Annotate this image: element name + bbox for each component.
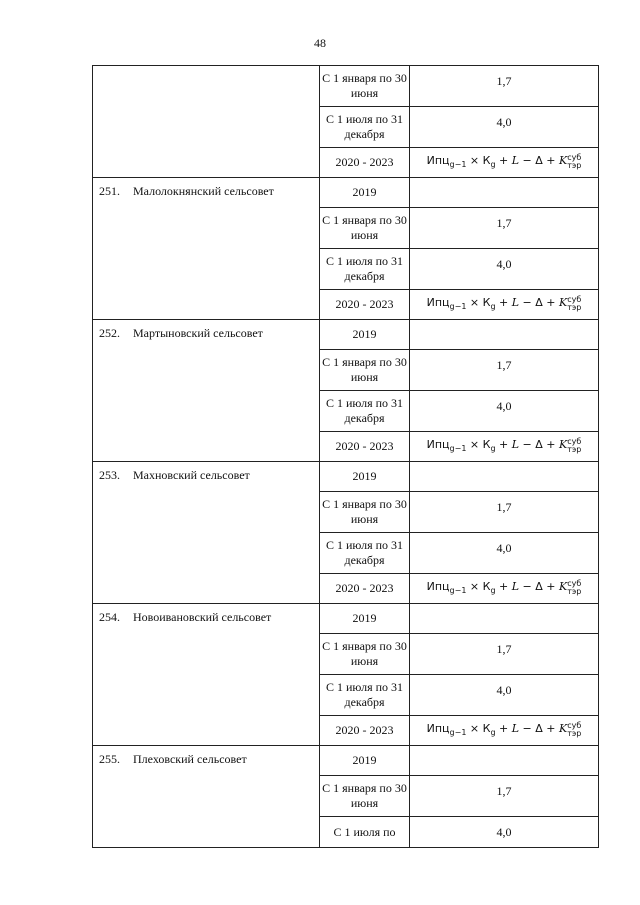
value-cell — [410, 574, 599, 604]
formula — [426, 153, 582, 170]
page-number: 48 — [314, 36, 326, 50]
period-cell: С 1 июля по 31 декабря — [320, 391, 410, 432]
formula-part: Ипц — [426, 296, 450, 309]
table-row — [93, 746, 599, 776]
value-cell — [410, 533, 599, 574]
entity-name: Плеховский сельсовет — [133, 752, 247, 766]
formula-part: К — [482, 438, 491, 451]
entity-name: Малолокнянский сельсовет — [133, 184, 274, 198]
value-text: 1,7 — [496, 784, 512, 798]
entity-cell — [93, 604, 320, 746]
formula-part: L — [511, 296, 520, 309]
formula — [426, 579, 582, 596]
formula-part: × — [469, 296, 480, 309]
formula-superscript-subscript — [567, 154, 581, 170]
formula-part: × — [469, 580, 480, 593]
formula — [426, 437, 582, 454]
formula-part: K — [559, 438, 568, 451]
formula-part: + — [546, 722, 556, 735]
formula-part: L — [511, 154, 520, 167]
value-cell — [410, 716, 599, 746]
entity-number: 252. — [99, 326, 120, 340]
period-cell: С 1 июля по 31 декабря — [320, 533, 410, 574]
formula-part: K — [559, 580, 568, 593]
period-cell: С 1 июля по 31 декабря — [320, 107, 410, 148]
value-cell — [410, 320, 599, 350]
value-cell — [410, 249, 599, 290]
table-row — [93, 604, 599, 634]
period-cell: С 1 января по 30 июня — [320, 776, 410, 817]
table-row — [93, 178, 599, 208]
formula-part: − — [522, 296, 532, 309]
formula-part: K — [559, 154, 568, 167]
formula-sub: тэр — [567, 587, 582, 596]
value-cell — [410, 432, 599, 462]
value-cell — [410, 634, 599, 675]
formula-part: × — [469, 722, 480, 735]
entity-name: Махновский сельсовет — [133, 468, 250, 482]
value-cell — [410, 746, 599, 776]
entity-number: 254. — [99, 610, 120, 624]
tariff-table-body — [93, 66, 599, 848]
value-cell — [410, 391, 599, 432]
formula-part: + — [546, 580, 556, 593]
value-cell — [410, 675, 599, 716]
formula-part: K — [559, 296, 568, 309]
value-text: 4,0 — [496, 399, 512, 413]
table-row — [93, 66, 599, 107]
value-text: 4,0 — [496, 825, 512, 839]
formula-sub: тэр — [567, 303, 582, 312]
entity-number: 251. — [99, 184, 120, 198]
formula-superscript-subscript — [567, 438, 581, 454]
formula-sup: суб — [567, 295, 582, 304]
period-cell: С 1 января по 30 июня — [320, 492, 410, 533]
formula-part: Δ — [535, 296, 543, 309]
formula-part: Δ — [535, 580, 543, 593]
period-cell: 2019 — [320, 320, 410, 350]
formula-part: Δ — [535, 722, 543, 735]
formula-part: + — [499, 154, 509, 167]
value-text: 1,7 — [496, 500, 512, 514]
formula-part: Ипц — [426, 154, 450, 167]
formula-sub: тэр — [567, 445, 582, 454]
value-cell — [410, 148, 599, 178]
entity-cell — [93, 320, 320, 462]
formula-part: g−1 — [449, 160, 467, 169]
formula-part: × — [469, 438, 480, 451]
formula-part: − — [522, 580, 532, 593]
value-text: 1,7 — [496, 216, 512, 230]
period-cell: С 1 июля по 31 декабря — [320, 675, 410, 716]
period-cell: С 1 июля по — [320, 817, 410, 848]
formula-sup: суб — [567, 153, 582, 162]
period-cell: 2019 — [320, 178, 410, 208]
value-text: 1,7 — [496, 358, 512, 372]
formula-part: − — [522, 154, 532, 167]
formula-part: Δ — [535, 438, 543, 451]
formula-part: Ипц — [426, 722, 450, 735]
formula-part: + — [499, 438, 509, 451]
period-cell: 2019 — [320, 462, 410, 492]
formula-part: g — [490, 444, 496, 453]
formula-part: − — [522, 722, 532, 735]
value-cell — [410, 66, 599, 107]
formula-part: × — [469, 154, 480, 167]
value-text: 1,7 — [496, 74, 512, 88]
formula — [426, 295, 582, 312]
period-cell: 2019 — [320, 604, 410, 634]
period-cell: С 1 июля по 31 декабря — [320, 249, 410, 290]
value-cell — [410, 604, 599, 634]
value-cell — [410, 776, 599, 817]
value-cell — [410, 492, 599, 533]
tariff-table — [92, 65, 599, 848]
value-text: 4,0 — [496, 257, 512, 271]
formula-part: К — [482, 580, 491, 593]
formula-part: g — [490, 728, 496, 737]
value-text: 4,0 — [496, 683, 512, 697]
entity-cell — [93, 178, 320, 320]
period-cell: С 1 января по 30 июня — [320, 350, 410, 391]
entity-name: Новоивановский сельсовет — [133, 610, 272, 624]
formula-part: К — [482, 722, 491, 735]
value-cell — [410, 290, 599, 320]
formula-sup: суб — [567, 437, 582, 446]
formula-part: g−1 — [449, 302, 467, 311]
formula-part: g — [490, 586, 496, 595]
formula-part: g−1 — [449, 444, 467, 453]
entity-cell — [93, 746, 320, 848]
value-text: 4,0 — [496, 115, 512, 129]
formula-superscript-subscript — [567, 580, 581, 596]
value-cell — [410, 817, 599, 848]
period-cell: С 1 января по 30 июня — [320, 634, 410, 675]
value-cell — [410, 350, 599, 391]
formula-part: Ипц — [426, 438, 450, 451]
period-cell: 2020 - 2023 — [320, 716, 410, 746]
period-cell: 2020 - 2023 — [320, 148, 410, 178]
formula-part: + — [546, 438, 556, 451]
formula-sup: суб — [567, 579, 582, 588]
formula-part: L — [511, 722, 520, 735]
entity-name: Мартыновский сельсовет — [133, 326, 263, 340]
value-cell — [410, 462, 599, 492]
formula-sub: тэр — [567, 161, 582, 170]
value-text: 4,0 — [496, 541, 512, 555]
entity-number: 253. — [99, 468, 120, 482]
value-text: 1,7 — [496, 642, 512, 656]
entity-cell — [93, 66, 320, 178]
formula-part: Ипц — [426, 580, 450, 593]
formula-part: g−1 — [449, 728, 467, 737]
formula-part: К — [482, 154, 491, 167]
formula-part: + — [499, 296, 509, 309]
formula-part: Δ — [535, 154, 543, 167]
formula-part: + — [546, 296, 556, 309]
table-row — [93, 320, 599, 350]
value-cell — [410, 178, 599, 208]
formula-part: L — [511, 580, 520, 593]
formula-part: K — [559, 722, 568, 735]
formula-part: + — [499, 580, 509, 593]
formula-superscript-subscript — [567, 296, 581, 312]
period-cell: С 1 января по 30 июня — [320, 66, 410, 107]
formula-part: − — [522, 438, 532, 451]
formula-part: L — [511, 438, 520, 451]
period-cell: 2020 - 2023 — [320, 290, 410, 320]
formula-part: К — [482, 296, 491, 309]
table-row — [93, 462, 599, 492]
formula-sub: тэр — [567, 729, 582, 738]
formula-part: + — [499, 722, 509, 735]
formula-sup: суб — [567, 721, 582, 730]
formula-part: g — [490, 160, 496, 169]
formula-superscript-subscript — [567, 722, 581, 738]
entity-number: 255. — [99, 752, 120, 766]
formula-part: + — [546, 154, 556, 167]
period-cell: С 1 января по 30 июня — [320, 208, 410, 249]
period-cell: 2020 - 2023 — [320, 574, 410, 604]
formula-part: g — [490, 302, 496, 311]
formula — [426, 721, 582, 738]
value-cell — [410, 208, 599, 249]
formula-part: g−1 — [449, 586, 467, 595]
period-cell: 2019 — [320, 746, 410, 776]
value-cell — [410, 107, 599, 148]
period-cell: 2020 - 2023 — [320, 432, 410, 462]
entity-cell — [93, 462, 320, 604]
